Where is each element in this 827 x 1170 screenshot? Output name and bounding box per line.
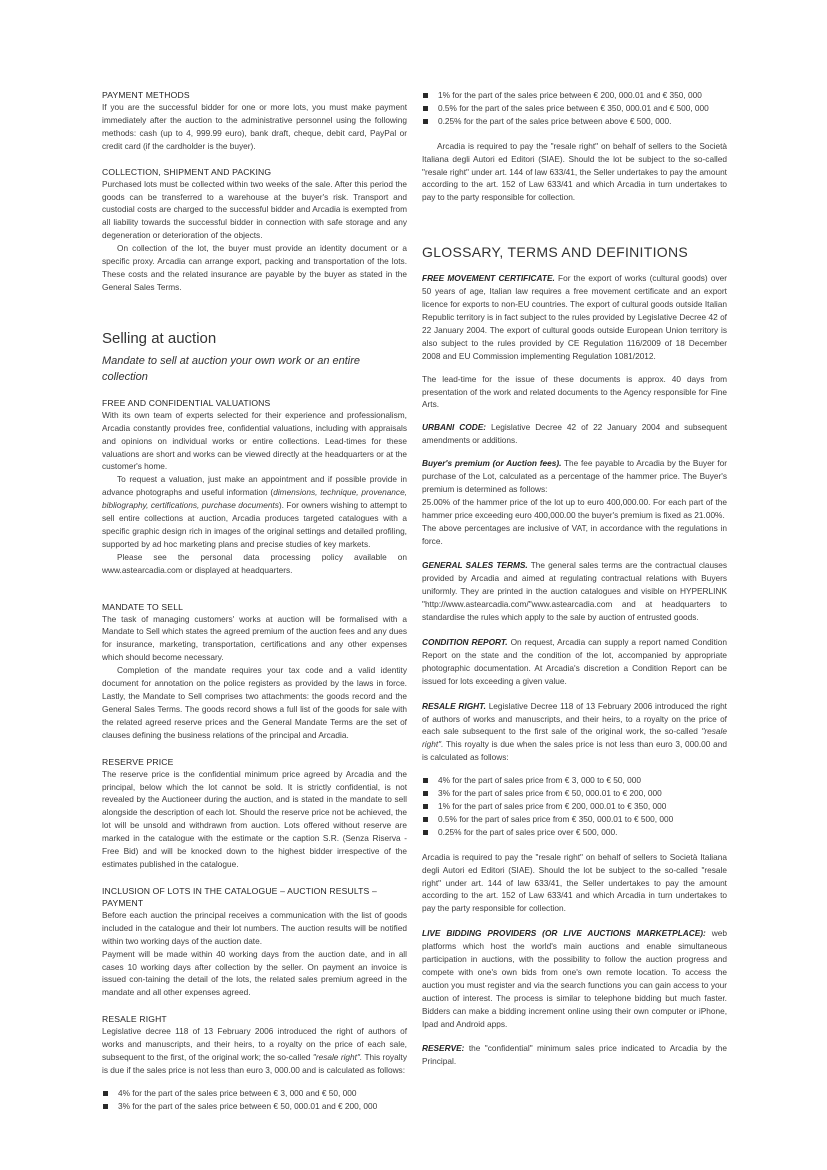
glossary-premium: Buyer's premium (or Auction fees). The fee payable to Arcadia by the Buyer for purchase of the Lot, calculated as a percentage of the hammer price. The Buyer's premium is determined as follows: (422, 458, 727, 494)
reserve-heading: RESERVE PRICE (102, 756, 174, 767)
list-item: 0.5% for the part of the sales price between € 350, 000.01 and € 500, 000 (422, 102, 727, 115)
glossary-resale-list (422, 774, 727, 839)
list-item: 4% for the part of sales price from € 3, 000 to € 50, 000 (422, 774, 727, 787)
payment-heading: PAYMENT METHODS (102, 90, 190, 100)
valuations-p1: With its own team of experts selected for their experience and professionalism, Arcadia constantly provides free, confidential valuations, including with appraisals and opinions on individual works or entire collections. Lead-times for these valuations are short and works can be viewed directly at the headquarters or at the customer's home. (102, 409, 407, 472)
inclusion-p2: Payment will be made within 40 working days from the auction date, and in all cases 10 working days after collection by the seller. On payment an invoice is issued con-taining the detail of the lots, the related sales premium agreed in the mandate and all other expenses agreed. (102, 948, 407, 998)
inclusion-heading: INCLUSION OF LOTS IN THE CATALOGUE – AUCTION RESULTS – PAYMENT (102, 885, 377, 908)
list-item: 0.25% for the part of sales price over € 500, 000. (422, 826, 727, 839)
glossary-premium-rates: 25.00% of the hammer price of the lot up to euro 400,000.00. For each part of the hammer price exceeding euro 400,000.00 the buyer's premium is fixed as 21.00%. (422, 496, 727, 520)
list-item: 1% for the part of the sales price between € 200, 000.01 and € 350, 000 (422, 89, 727, 102)
glossary-title: GLOSSARY, TERMS AND DEFINITIONS (422, 244, 689, 261)
valuations-p3: Please see the personal data processing policy available on www.astearcadia.com or displayed at headquarters. (102, 551, 407, 575)
valuations-p2: To request a valuation, just make an appointment and if possible provide in advance photographs and useful information (dimensions, technique, provenance, bibliography, certifications, purchase documents). For owners wishing to attempt to sell entire collections at auction, Arcadia produces targeted catalogues with a specific graphic design rich in images of the original settings and detailed profiling, supported by ad hoc marketing plans and precise studies of key markets. (102, 474, 407, 549)
collection-p2: On collection of the lot, the buyer must provide an identity document or a specific proxy. Arcadia can arrange export, packing and transportation of the lots. These costs and the related insurance are payable by the buyer as stated in the General Sales Terms. (102, 243, 407, 292)
list-item: 4% for the part of the sales price between € 3, 000 and € 50, 000 (102, 1087, 407, 1100)
mandate-p2: Completion of the mandate requires your tax code and a valid identity document for annotation on the police registers as provided by the laws in force. Lastly, the Mandate to Sell comprises two attachments: the goods record and the General Sales Terms. The goods record shows a full list of the goods for sale with the related agreed reserve prices and the General Mandate Terms are the set of clauses defining the business relations of the principal and Arcadia. (102, 665, 407, 740)
reserve-text: The reserve price is the confidential minimum price agreed by Arcadia and the principal, below which the lot cannot be sold. It is strictly confidential, is not revealed by the Auctioneer during the auction, and is stated in the mandate to sell alongside the description of each lot. Should the reserve price not be achieved, the lot will be unsold and withdrawn from auction. Lots offered without reserve are marked in the catalogue with the estimate or the caption S.R. (Senza Riserva - Free Bid) and will be knocked down to the highest bidder irrespective of the estimates published in the catalogue. (102, 768, 407, 869)
right-column (422, 89, 727, 1068)
inclusion-p1: Before each auction the principal receives a communication with the list of goods included in the catalogue and their lot numbers. The auction results will be notified within two working days of the auction date. (102, 909, 407, 946)
payment-text: If you are the successful bidder for one or more lots, you must make payment immediately after the auction to the administrative personnel using the following methods: cash (up to 4, 999.99 euro), bank draft, cheque, debit card, PayPal or credit card (if the cardholder is the buyer). (102, 102, 407, 151)
resale-siae-text: Arcadia is required to pay the "resale right" on behalf of sellers to the Società Italiana degli Autori ed Editori (SIAE). Should the lot be subject to the so-called "resale right" under art. 144 of law 633/41, the Seller undertakes to pay the amount according to the art. 152 of Law 633/41 and which Arcadia in turn undertakes to pay to the party responsible for collection. (422, 140, 727, 203)
list-item: 1% for the part of sales price from € 200, 000.01 to € 350, 000 (422, 800, 727, 813)
resale-list (102, 1087, 407, 1113)
selling-title: Selling at auction (102, 329, 217, 347)
glossary-resale-right: RESALE RIGHT. Legislative Decree 118 of 13 February 2006 introduced the right of authors of works and manuscripts, and their heirs, to a royalty on the price of each sale subsequent to the first sale of the original work, the so-called "resale right". This royalty is due when the sales price is not less than euro 3, 000.00 and is calculated as follows: (422, 700, 727, 763)
mandate-p1: The task of managing customers' works at auction will be formalised with a Mandate to Sell which states the agreed premium of the auction fees and any dues for insurance, marketing, transportation, certifications and any other expenses which should become necessary. (102, 613, 407, 663)
left-column (102, 89, 407, 1113)
glossary-live-bidding: LIVE BIDDING PROVIDERS (OR LIVE AUCTIONS MARKETPLACE): web platforms which host the world's main auctions and enable simultaneous participation in auctions, with the possibility to follow the auction progress and compete with one's own bids from one's own remote location. To access the auction you must register and via the search functions you can gain access to your auction of interest. The process is similar to telephone bidding but much faster. Bidders can make a bidding increment online using their own computer or iPhone, Ipad and Android apps. (422, 928, 727, 1029)
resale-text: Legislative decree 118 of 13 February 2006 introduced the right of authors of works and manuscripts, and their heirs, to a royalty on the price of each sale, subsequent to the first, of the original work; the so-called "resale right". This royalty is due if the sales price is not less than euro 3, 000.00 and is calculated as follows: (102, 1026, 407, 1075)
list-item: 3% for the part of sales price from € 50, 000.01 to € 200, 000 (422, 787, 727, 800)
glossary-urbani: URBANI CODE: Legislative Decree 42 of 22 January 2004 and subsequent amendments or additions. (422, 422, 727, 446)
valuations-heading: FREE AND CONFIDENTIAL VALUATIONS (102, 397, 271, 408)
list-item: 0.25% for the part of the sales price between above € 500, 000. (422, 115, 727, 128)
glossary-resale-siae: Arcadia is required to pay the "resale right" on behalf of sellers to Società Italiana degli Autori ed Editori (SIAE). Should the lot be subject to the so-called "resale right" under art. 144 of law 633/41, the Seller undertakes to pay the amount according to the art. 152 of Law 633/41 and which Arcadia in turn undertakes to pay the party responsible for collection. (422, 851, 727, 914)
mandate-heading: MANDATE TO SELL (102, 601, 184, 612)
collection-heading: COLLECTION, SHIPMENT AND PACKING (102, 166, 272, 177)
selling-subtitle: Mandate to sell at auction your own work or an entire collection (102, 354, 361, 383)
list-item: 3% for the part of the sales price between € 50, 000.01 and € 200, 000 (102, 1100, 407, 1113)
glossary-premium-vat: The above percentages are inclusive of VAT, in accordance with the regulations in force. (422, 522, 727, 546)
glossary-condition-report: CONDITION REPORT. On request, Arcadia can supply a report named Condition Report on the state and the condition of the lot, accompanied by appropriate photographic documentation. At Arcadia's discretion a Condition Report can be issued for lots exceeding a given value. (422, 637, 727, 686)
list-item: 0.5% for the part of sales price from € 350, 000.01 to € 500, 000 (422, 813, 727, 826)
resale-heading: RESALE RIGHT (102, 1014, 167, 1025)
glossary-sales-terms: GENERAL SALES TERMS. The general sales terms are the contractual clauses provided by Arcadia and aimed at regulating contractual relations with Buyers uniformly. They are printed in the auction catalogues and visible on HYPERLINK "http://www.astearcadia.com/"www.astearcadia.com and at headquarters to standardise the rules which apply to the sale by auction of entrusted goods. (422, 560, 727, 623)
glossary-reserve: RESERVE: the "confidential" minimum sales price indicated to Arcadia by the Principal. (422, 1043, 727, 1067)
glossary-free-movement: FREE MOVEMENT CERTIFICATE. For the export of works (cultural goods) over 50 years of age, Italian law requires a free movement certificate and an export licence for exports to non-EU countries. The export of cultural goods outside Italian Republic territory is in fact subject to the rules provided by Legislative Decree 42 of 22 January 2004. The export of cultural goods outside European Union territory is also subject to the rules provided by CE Regulation 116/2009 of 18 December 2008 and EU Commission implementing Regulation 1081/2012. (422, 273, 727, 361)
resale-list-continued (422, 89, 727, 128)
collection-p1: Purchased lots must be collected within two weeks of the sale. After this period the goods can be transferred to a warehouse at the buyer's risk. Transport and custodial costs are charged to the successful bidder and Arcadia is exempted from all liability towards the successful bidder in connection with safe storage and any degeneration or deterioration of the objects. (102, 178, 407, 241)
glossary-free-movement-leadtime: The lead-time for the issue of these documents is approx. 40 days from presentation of the work and related documents to the Agency responsible for Fine Arts. (422, 373, 727, 410)
